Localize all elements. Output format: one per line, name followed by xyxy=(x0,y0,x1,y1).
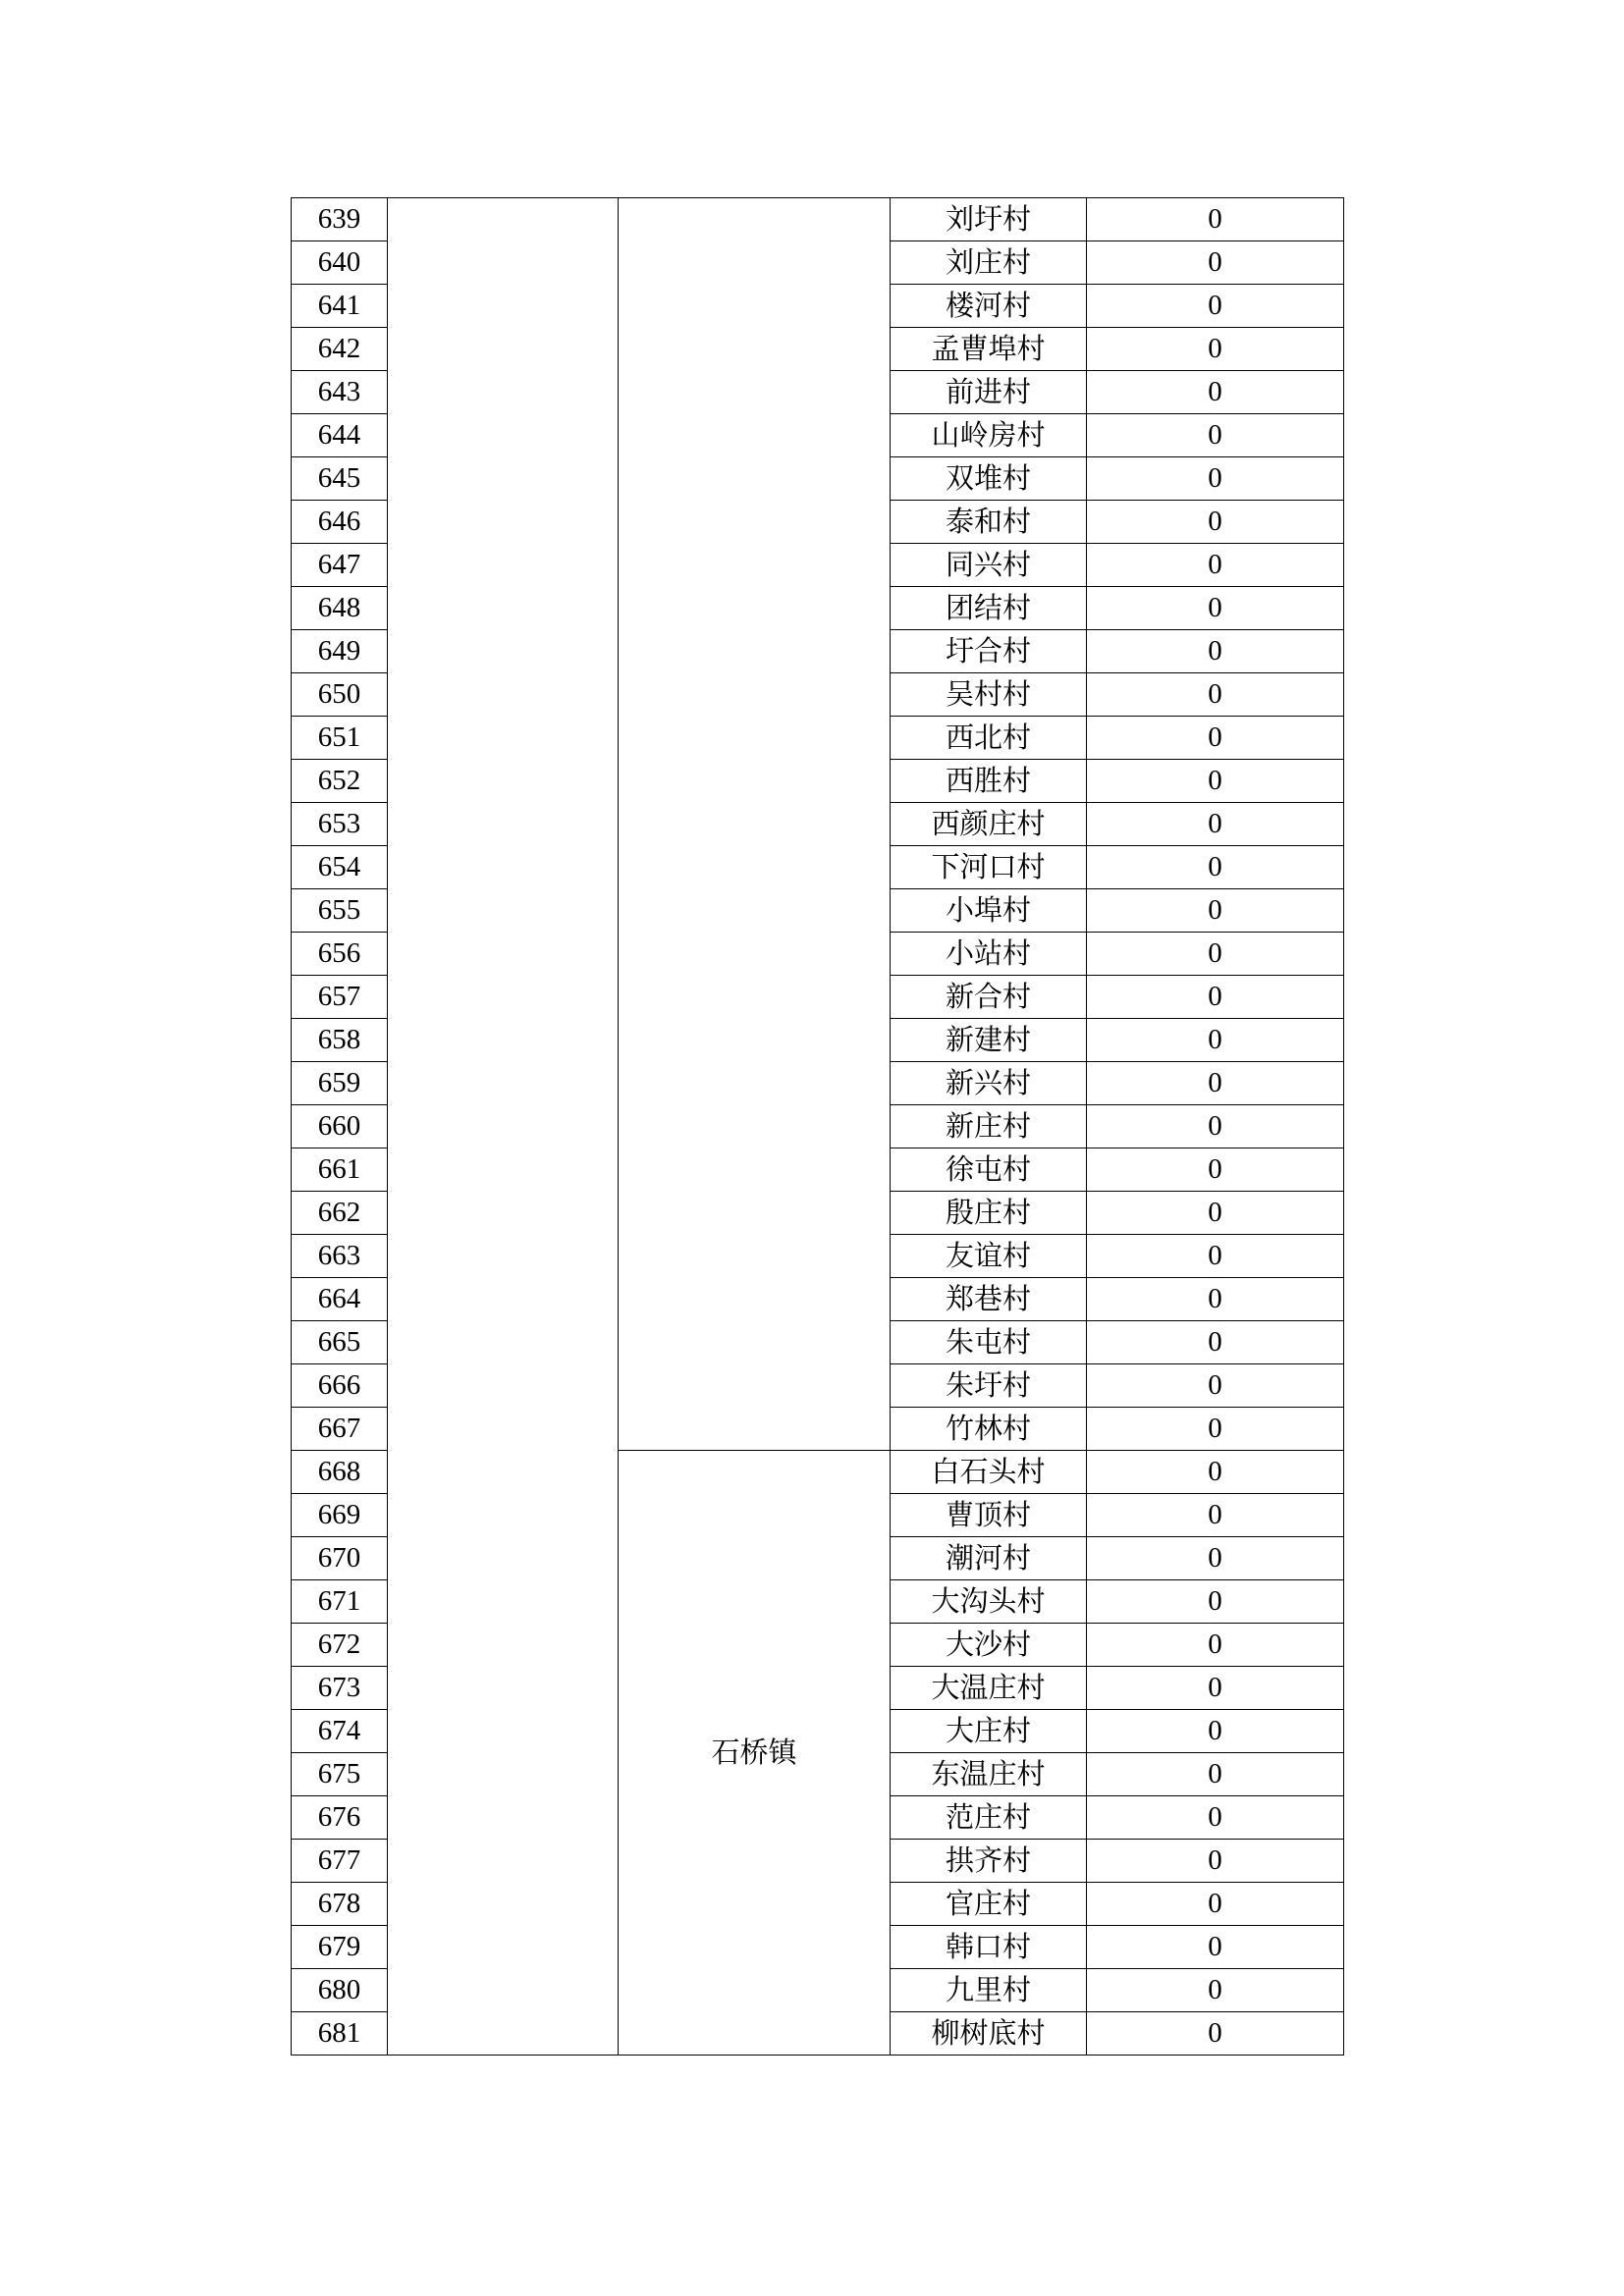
village-name-cell: 朱屯村 xyxy=(891,1321,1087,1364)
value-cell: 0 xyxy=(1087,457,1344,501)
row-number-cell: 671 xyxy=(292,1580,388,1624)
row-number-cell: 641 xyxy=(292,285,388,328)
row-number-cell: 662 xyxy=(292,1192,388,1235)
value-cell: 0 xyxy=(1087,1451,1344,1494)
value-cell: 0 xyxy=(1087,501,1344,544)
value-cell: 0 xyxy=(1087,803,1344,846)
row-number-cell: 676 xyxy=(292,1796,388,1840)
village-name-cell: 潮河村 xyxy=(891,1537,1087,1580)
value-cell: 0 xyxy=(1087,1019,1344,1062)
village-name-cell: 柳树底村 xyxy=(891,2012,1087,2056)
village-name-cell: 西北村 xyxy=(891,717,1087,760)
village-name-cell: 竹林村 xyxy=(891,1408,1087,1451)
village-name-cell: 小埠村 xyxy=(891,889,1087,933)
value-cell: 0 xyxy=(1087,1235,1344,1278)
value-cell: 0 xyxy=(1087,1494,1344,1537)
county-cell xyxy=(388,198,619,2056)
value-cell: 0 xyxy=(1087,1667,1344,1710)
value-cell: 0 xyxy=(1087,587,1344,630)
row-number-cell: 664 xyxy=(292,1278,388,1321)
row-number-cell: 655 xyxy=(292,889,388,933)
value-cell: 0 xyxy=(1087,1883,1344,1926)
row-number-cell: 640 xyxy=(292,241,388,285)
row-number-cell: 668 xyxy=(292,1451,388,1494)
row-number-cell: 663 xyxy=(292,1235,388,1278)
value-cell: 0 xyxy=(1087,1537,1344,1580)
value-cell: 0 xyxy=(1087,1969,1344,2012)
value-cell: 0 xyxy=(1087,1105,1344,1148)
value-cell: 0 xyxy=(1087,1192,1344,1235)
row-number-cell: 644 xyxy=(292,414,388,457)
value-cell: 0 xyxy=(1087,1364,1344,1408)
row-number-cell: 661 xyxy=(292,1148,388,1192)
row-number-cell: 660 xyxy=(292,1105,388,1148)
village-name-cell: 东温庄村 xyxy=(891,1753,1087,1796)
value-cell: 0 xyxy=(1087,1926,1344,1969)
row-number-cell: 670 xyxy=(292,1537,388,1580)
row-number-cell: 650 xyxy=(292,673,388,717)
value-cell: 0 xyxy=(1087,1796,1344,1840)
village-name-cell: 九里村 xyxy=(891,1969,1087,2012)
value-cell: 0 xyxy=(1087,630,1344,673)
village-name-cell: 大沙村 xyxy=(891,1624,1087,1667)
row-number-cell: 666 xyxy=(292,1364,388,1408)
value-cell: 0 xyxy=(1087,760,1344,803)
value-cell: 0 xyxy=(1087,1710,1344,1753)
value-cell: 0 xyxy=(1087,1408,1344,1451)
value-cell: 0 xyxy=(1087,889,1344,933)
village-name-cell: 小站村 xyxy=(891,933,1087,976)
value-cell: 0 xyxy=(1087,2012,1344,2056)
row-number-cell: 647 xyxy=(292,544,388,587)
village-name-cell: 刘庄村 xyxy=(891,241,1087,285)
village-name-cell: 官庄村 xyxy=(891,1883,1087,1926)
village-name-cell: 吴村村 xyxy=(891,673,1087,717)
value-cell: 0 xyxy=(1087,241,1344,285)
row-number-cell: 673 xyxy=(292,1667,388,1710)
value-cell: 0 xyxy=(1087,846,1344,889)
village-name-cell: 西颜庄村 xyxy=(891,803,1087,846)
village-name-cell: 友谊村 xyxy=(891,1235,1087,1278)
value-cell: 0 xyxy=(1087,1624,1344,1667)
value-cell: 0 xyxy=(1087,198,1344,241)
row-number-cell: 677 xyxy=(292,1840,388,1883)
village-name-cell: 殷庄村 xyxy=(891,1192,1087,1235)
value-cell: 0 xyxy=(1087,328,1344,371)
row-number-cell: 659 xyxy=(292,1062,388,1105)
village-name-cell: 朱圩村 xyxy=(891,1364,1087,1408)
village-name-cell: 大庄村 xyxy=(891,1710,1087,1753)
value-cell: 0 xyxy=(1087,1278,1344,1321)
village-name-cell: 郑巷村 xyxy=(891,1278,1087,1321)
village-name-cell: 范庄村 xyxy=(891,1796,1087,1840)
village-name-cell: 双堆村 xyxy=(891,457,1087,501)
village-name-cell: 山岭房村 xyxy=(891,414,1087,457)
row-number-cell: 672 xyxy=(292,1624,388,1667)
value-cell: 0 xyxy=(1087,673,1344,717)
value-cell: 0 xyxy=(1087,717,1344,760)
value-cell: 0 xyxy=(1087,1321,1344,1364)
row-number-cell: 653 xyxy=(292,803,388,846)
value-cell: 0 xyxy=(1087,371,1344,414)
row-number-cell: 681 xyxy=(292,2012,388,2056)
row-number-cell: 665 xyxy=(292,1321,388,1364)
row-number-cell: 674 xyxy=(292,1710,388,1753)
row-number-cell: 658 xyxy=(292,1019,388,1062)
village-name-cell: 韩口村 xyxy=(891,1926,1087,1969)
value-cell: 0 xyxy=(1087,1148,1344,1192)
row-number-cell: 642 xyxy=(292,328,388,371)
row-number-cell: 654 xyxy=(292,846,388,889)
village-name-cell: 前进村 xyxy=(891,371,1087,414)
row-number-cell: 643 xyxy=(292,371,388,414)
value-cell: 0 xyxy=(1087,933,1344,976)
town-cell: 石桥镇 xyxy=(619,1451,891,2056)
row-number-cell: 667 xyxy=(292,1408,388,1451)
row-number-cell: 639 xyxy=(292,198,388,241)
row-number-cell: 656 xyxy=(292,933,388,976)
row-number-cell: 675 xyxy=(292,1753,388,1796)
table-row xyxy=(292,198,1344,241)
row-number-cell: 678 xyxy=(292,1883,388,1926)
village-name-cell: 圩合村 xyxy=(891,630,1087,673)
value-cell: 0 xyxy=(1087,285,1344,328)
row-number-cell: 657 xyxy=(292,976,388,1019)
village-name-cell: 大温庄村 xyxy=(891,1667,1087,1710)
table-body xyxy=(292,198,1344,2056)
village-name-cell: 拱齐村 xyxy=(891,1840,1087,1883)
village-name-cell: 徐屯村 xyxy=(891,1148,1087,1192)
value-cell: 0 xyxy=(1087,1580,1344,1624)
village-name-cell: 新建村 xyxy=(891,1019,1087,1062)
village-name-cell: 新庄村 xyxy=(891,1105,1087,1148)
village-name-cell: 大沟头村 xyxy=(891,1580,1087,1624)
village-name-cell: 白石头村 xyxy=(891,1451,1087,1494)
village-name-cell: 团结村 xyxy=(891,587,1087,630)
village-name-cell: 刘圩村 xyxy=(891,198,1087,241)
row-number-cell: 679 xyxy=(292,1926,388,1969)
village-name-cell: 新兴村 xyxy=(891,1062,1087,1105)
value-cell: 0 xyxy=(1087,544,1344,587)
village-name-cell: 楼河村 xyxy=(891,285,1087,328)
row-number-cell: 669 xyxy=(292,1494,388,1537)
village-name-cell: 下河口村 xyxy=(891,846,1087,889)
village-name-cell: 泰和村 xyxy=(891,501,1087,544)
row-number-cell: 646 xyxy=(292,501,388,544)
value-cell: 0 xyxy=(1087,976,1344,1019)
village-table xyxy=(291,197,1344,2056)
row-number-cell: 648 xyxy=(292,587,388,630)
village-name-cell: 同兴村 xyxy=(891,544,1087,587)
value-cell: 0 xyxy=(1087,1062,1344,1105)
village-name-cell: 西胜村 xyxy=(891,760,1087,803)
village-name-cell: 曹顶村 xyxy=(891,1494,1087,1537)
row-number-cell: 645 xyxy=(292,457,388,501)
value-cell: 0 xyxy=(1087,414,1344,457)
village-name-cell: 新合村 xyxy=(891,976,1087,1019)
town-cell xyxy=(619,198,891,1451)
value-cell: 0 xyxy=(1087,1753,1344,1796)
row-number-cell: 680 xyxy=(292,1969,388,2012)
row-number-cell: 649 xyxy=(292,630,388,673)
value-cell: 0 xyxy=(1087,1840,1344,1883)
row-number-cell: 652 xyxy=(292,760,388,803)
row-number-cell: 651 xyxy=(292,717,388,760)
village-name-cell: 孟曹埠村 xyxy=(891,328,1087,371)
